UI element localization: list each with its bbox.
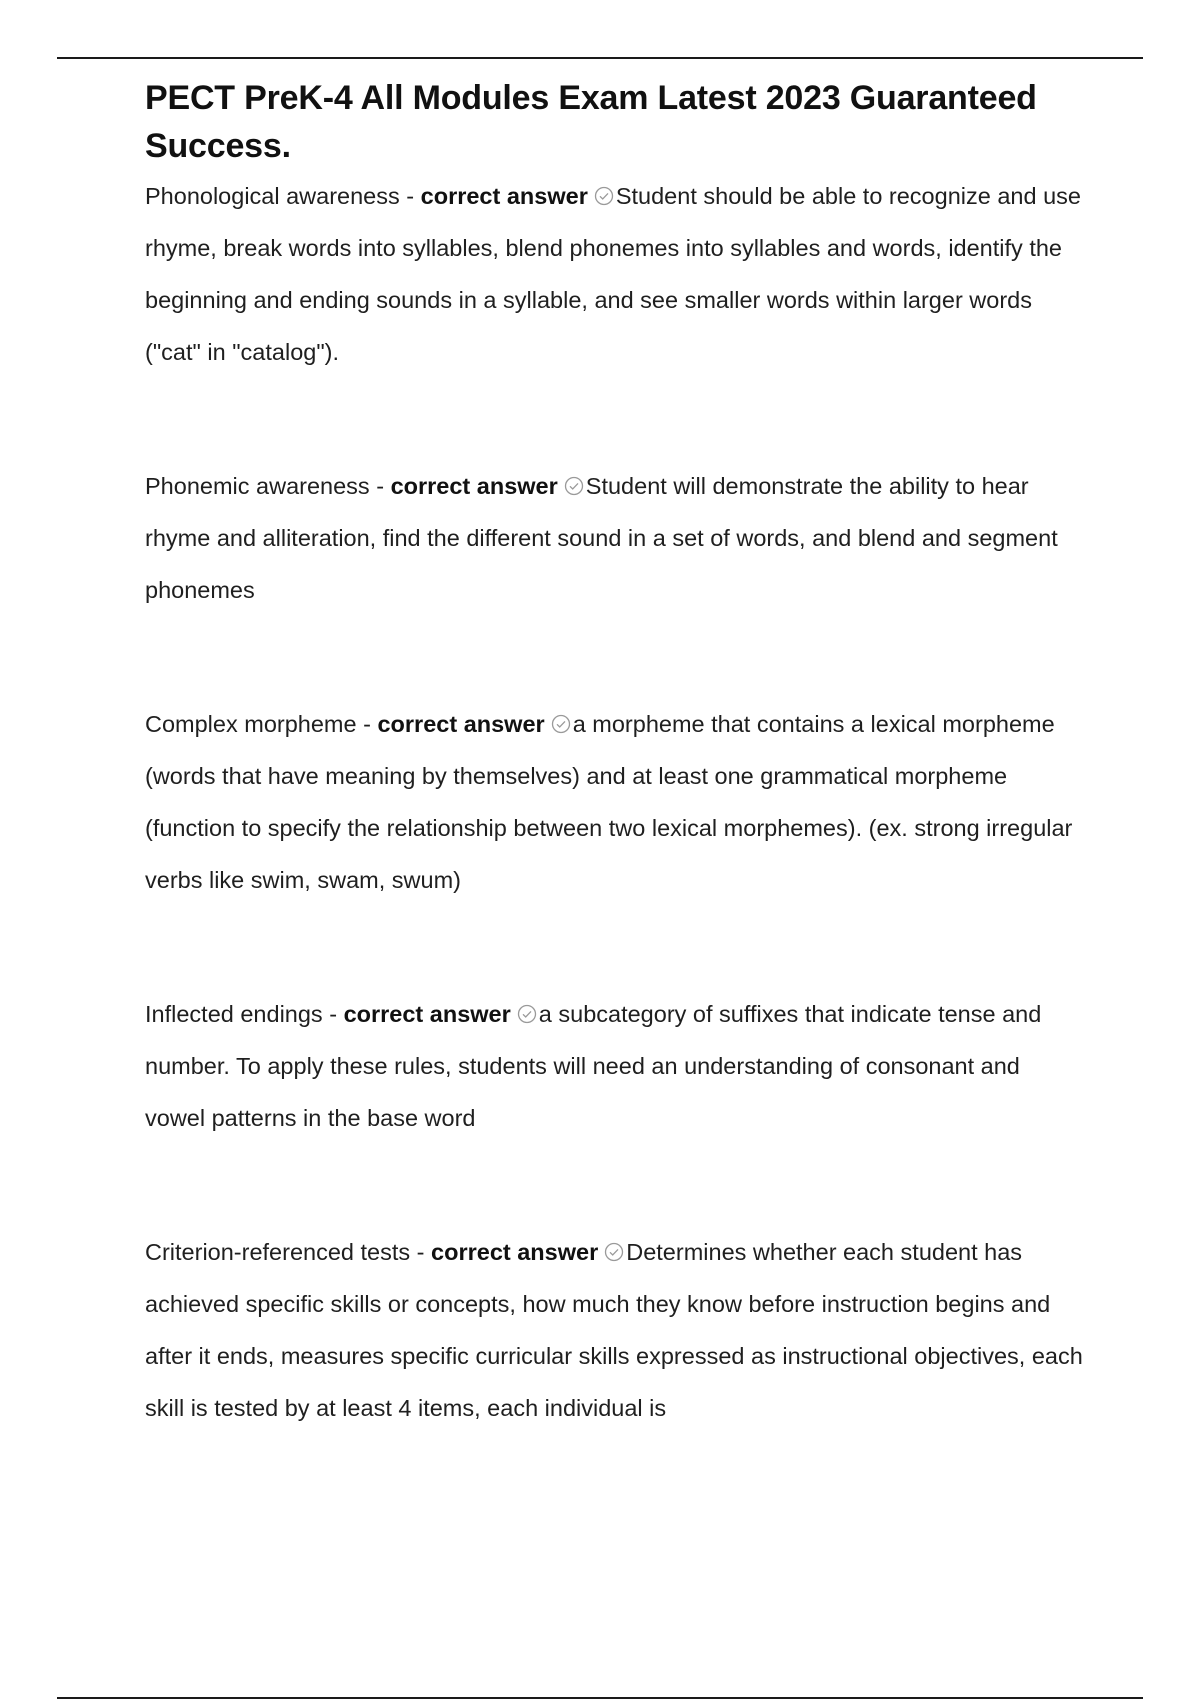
flashcard-entry bbox=[145, 170, 1085, 378]
separator: - bbox=[410, 1239, 432, 1265]
check-circle-icon bbox=[594, 186, 614, 206]
flashcard-entry bbox=[145, 1226, 1085, 1434]
document-title: PECT PreK-4 All Modules Exam Latest 2023 Guaranteed Success. bbox=[145, 79, 1037, 165]
answer-label: correct answer bbox=[343, 1001, 511, 1027]
term: Inflected endings bbox=[145, 1001, 323, 1027]
separator: - bbox=[322, 1001, 344, 1027]
answer-label: correct answer bbox=[431, 1239, 599, 1265]
document-body bbox=[145, 74, 1085, 1516]
definition: a subcategory of suffixes that indicate tense and number. To apply these rules, students will need an understanding of consonant and vowel patterns in the base word bbox=[145, 1001, 1042, 1131]
flashcard-entry bbox=[145, 698, 1085, 906]
check-circle-icon bbox=[604, 1242, 624, 1262]
check-circle-icon bbox=[551, 714, 571, 734]
flashcard-entry bbox=[145, 988, 1085, 1144]
term: Phonological awareness bbox=[145, 183, 400, 209]
answer-label: correct answer bbox=[420, 183, 588, 209]
definition: Student should be able to recognize and use rhyme, break words into syllables, blend phonemes into syllables and words, identify the beginning and ending sounds in a syllable, and see smaller words within larger words ("cat" in "catalog"). bbox=[145, 183, 1081, 365]
term: Complex morpheme bbox=[145, 711, 357, 737]
flashcard-entry bbox=[145, 460, 1085, 616]
term: Criterion-referenced tests bbox=[145, 1239, 411, 1265]
separator: - bbox=[356, 711, 378, 737]
definition: Determines whether each student has achieved specific skills or concepts, how much they know before instruction begins and after it ends, measures specific curricular skills expressed as instructional objectives, each skill is tested by at least 4 items, each individual is bbox=[145, 1239, 1083, 1421]
term: Phonemic awareness bbox=[145, 473, 370, 499]
definition: a morpheme that contains a lexical morpheme (words that have meaning by themselves) and at least one grammatical morpheme (function to specify the relationship between two lexical morphemes). (ex. strong irregular verbs like swim, swam, swum) bbox=[145, 711, 1073, 893]
separator: - bbox=[369, 473, 391, 499]
top-rule bbox=[57, 57, 1143, 59]
separator: - bbox=[399, 183, 421, 209]
check-circle-icon bbox=[564, 476, 584, 496]
bottom-rule bbox=[57, 1697, 1143, 1699]
definition: Student will demonstrate the ability to hear rhyme and alliteration, find the different sound in a set of words, and blend and segment phonemes bbox=[145, 473, 1058, 603]
answer-label: correct answer bbox=[390, 473, 558, 499]
check-circle-icon bbox=[517, 1004, 537, 1024]
answer-label: correct answer bbox=[377, 711, 545, 737]
